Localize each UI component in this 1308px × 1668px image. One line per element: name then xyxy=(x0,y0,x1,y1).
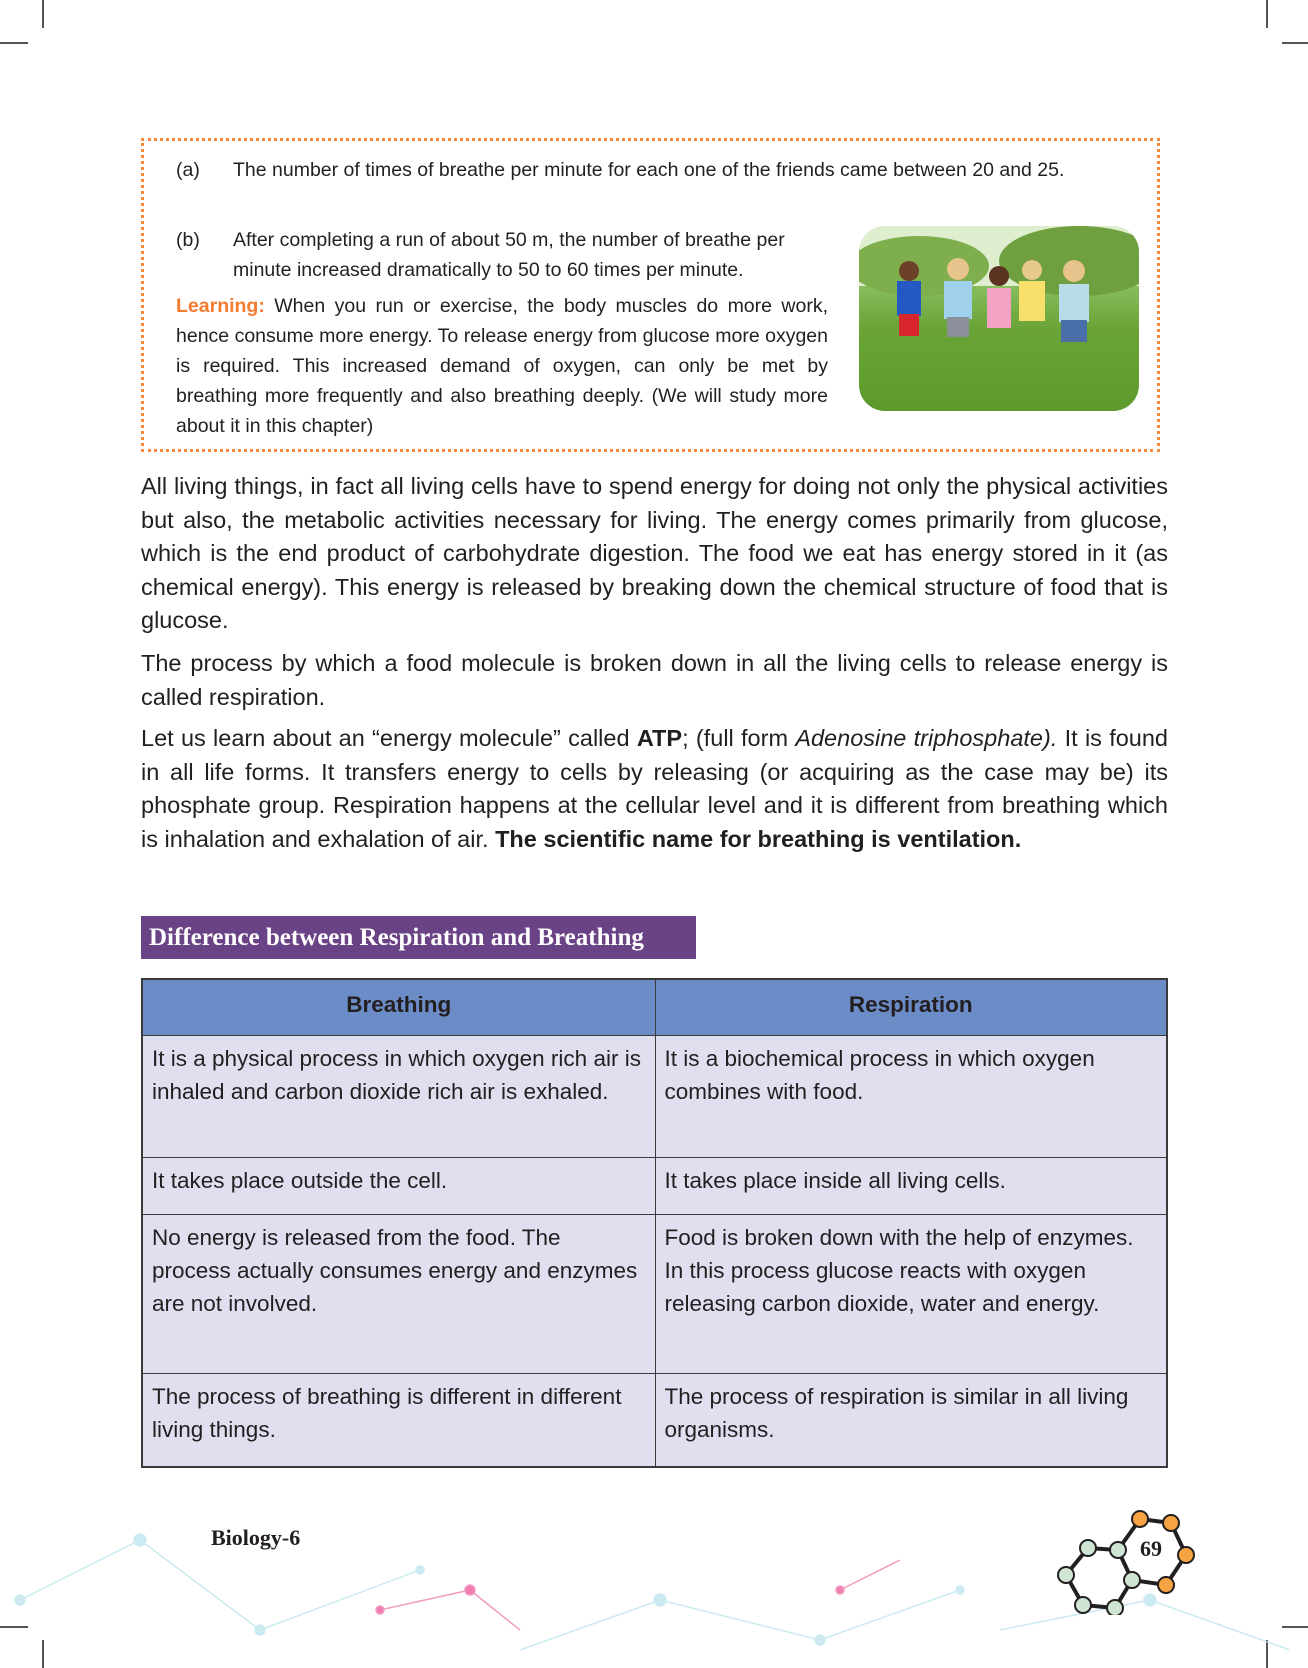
crop-mark xyxy=(42,0,44,28)
item-label: (a) xyxy=(176,159,200,181)
crop-mark xyxy=(1282,42,1308,44)
book-title: Biology-6 xyxy=(211,1525,301,1550)
table-cell: It is a biochemical process in which oxygen combines with food. xyxy=(655,1035,1167,1157)
table-cell: Food is broken down with the help of enzymes. In this process glucose reacts with oxygen releasing carbon dioxide, water and energy. xyxy=(655,1214,1167,1373)
text: It is found in all life forms. It transfers energy to cells by releasing (or acquiring as the case may be) its phosphate group. Respiration happens at the cellular level and it is different from breathing which is inhalation and exhalation of air. xyxy=(141,725,1168,852)
paragraph-atp xyxy=(141,722,1168,856)
crop-mark xyxy=(0,42,28,44)
item-text: After completing a run of about 50 m, the number of breathe per minute increased dramatically to 50 to 60 times per minute. xyxy=(233,229,785,281)
table-header-row xyxy=(142,979,1167,1035)
item-label: (b) xyxy=(176,229,200,251)
section-heading: Difference between Respiration and Breathing xyxy=(141,916,696,959)
table-cell: It is a physical process in which oxygen rich air is inhaled and carbon dioxide rich air is exhaled. xyxy=(142,1035,655,1157)
table-cell: The process of breathing is different in different living things. xyxy=(142,1373,655,1467)
paragraph-energy: All living things, in fact all living cells have to spend energy for doing not only the physical activities but also, the metabolic activities necessary for living. The energy comes primarily from glucose, which is the end product of carbohydrate digestion. The food we eat has energy stored in it (as chemical energy). This energy is released by breaking down the chemical structure of food that is glucose. xyxy=(141,473,1168,633)
atp-full-form: Adenosine triphosphate). xyxy=(795,725,1058,751)
column-header-breathing: Breathing xyxy=(142,979,655,1035)
ventilation-statement: The scientific name for breathing is ventilation. xyxy=(495,825,1022,852)
column-header-respiration: Respiration xyxy=(655,979,1167,1035)
item-text: The number of times of breathe per minute for each one of the friends came between 20 and 25. xyxy=(233,159,1065,181)
hexagon-molecule-icon xyxy=(1050,1505,1200,1615)
table-row xyxy=(142,1157,1167,1214)
comparison-table xyxy=(141,978,1168,1468)
table-cell: It takes place inside all living cells. xyxy=(655,1157,1167,1214)
text: ; (full form xyxy=(682,725,796,751)
learning-note xyxy=(176,291,828,441)
table-row xyxy=(142,1214,1167,1373)
crop-mark xyxy=(1266,0,1268,28)
paragraph-respiration-definition: The process by which a food molecule is broken down in all the living cells to release energy is called respiration. xyxy=(141,650,1168,710)
table-row xyxy=(142,1035,1167,1157)
learning-colon: : xyxy=(258,295,265,317)
table-cell: The process of respiration is similar in all living organisms. xyxy=(655,1373,1167,1467)
page-number: 69 xyxy=(1140,1536,1162,1561)
table-cell: It takes place outside the cell. xyxy=(142,1157,655,1214)
learning-text: When you run or exercise, the body muscles do more work, hence consume more energy. To release energy from glucose more oxygen is required. This increased demand of oxygen, can only be met by breathing more frequently and also breathing deeply. (We will study more about it in this chapter) xyxy=(176,295,828,437)
atp-term: ATP xyxy=(636,725,683,751)
text: Let us learn about an “energy molecule” called xyxy=(141,725,637,751)
children-running-photo xyxy=(859,226,1139,411)
table-cell: No energy is released from the food. The process actually consumes energy and enzymes are not involved. xyxy=(142,1214,655,1373)
table-row xyxy=(142,1373,1167,1467)
learning-label: Learning xyxy=(176,295,259,317)
